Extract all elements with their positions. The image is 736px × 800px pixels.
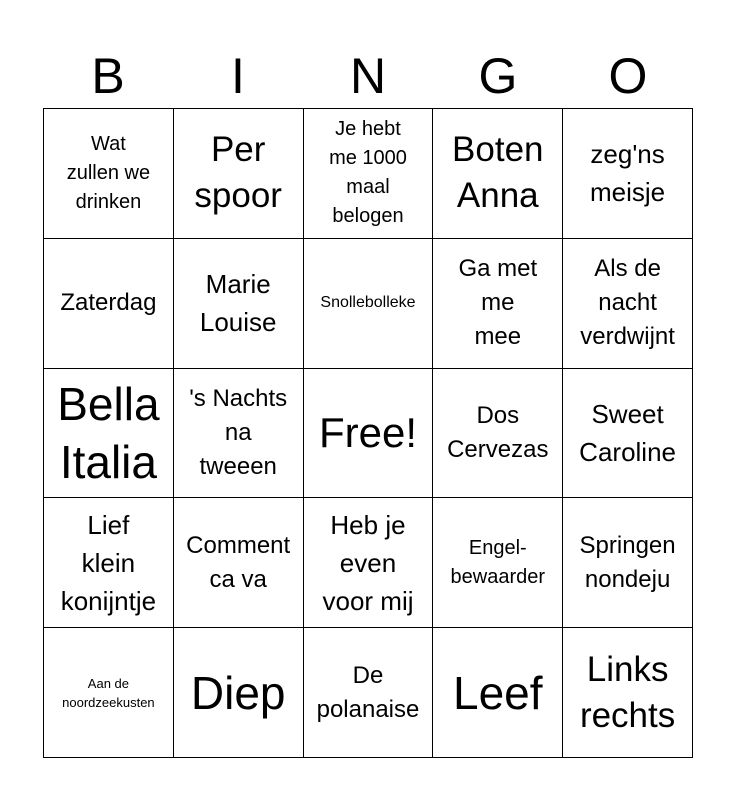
bingo-cell-r5-c1[interactable] (44, 628, 174, 758)
cell-text: Springen nondeju (579, 531, 676, 593)
cell-text: Wat zullen we drinken (66, 132, 151, 213)
bingo-cell-r2-c4[interactable] (433, 239, 563, 369)
cell-text: Als de nacht verdwijnt (580, 255, 675, 351)
bingo-cell-r1-c1[interactable] (44, 109, 174, 239)
bingo-cell-r2-c1[interactable] (44, 239, 174, 369)
bingo-cell-r1-c2[interactable] (174, 109, 304, 239)
bingo-cell-r4-c5[interactable] (563, 498, 693, 628)
bingo-cell-r4-c4[interactable] (433, 498, 563, 628)
bingo-cell-r1-c4[interactable] (433, 109, 563, 239)
bingo-cell-r3-c4[interactable] (433, 369, 563, 499)
bingo-cell-r3-c1[interactable] (44, 369, 174, 499)
bingo-cell-r3-c3[interactable] (304, 369, 434, 499)
bingo-cell-r2-c2[interactable] (174, 239, 304, 369)
bingo-header (43, 44, 693, 108)
cell-text: Ga met me mee (458, 255, 538, 351)
bingo-cell-r5-c2[interactable] (174, 628, 304, 758)
bingo-grid (43, 108, 693, 758)
cell-text: Per spoor (194, 130, 282, 216)
cell-text: De polanaise (316, 661, 420, 723)
bingo-cell-r5-c3[interactable] (304, 628, 434, 758)
cell-text: Dos Cervezas (447, 401, 549, 463)
cell-text: Boten Anna (452, 130, 544, 216)
header-letter-g: G (478, 48, 518, 104)
bingo-cell-r4-c3[interactable] (304, 498, 434, 628)
cell-text: Lief klein konijntje (60, 509, 157, 616)
header-letter-n: N (349, 48, 387, 104)
cell-text: Heb je even voor mij (322, 509, 414, 616)
header-letter-i: I (231, 48, 245, 104)
cell-text: 's Nachts na tweeen (189, 384, 288, 480)
bingo-cell-r2-c3[interactable] (304, 239, 434, 369)
cell-text: Leef (453, 666, 543, 719)
bingo-cell-r4-c2[interactable] (174, 498, 304, 628)
free-space: Free! (318, 408, 417, 456)
cell-text: Snollebolleke (320, 294, 416, 312)
cell-text: Bella Italia (57, 377, 160, 488)
bingo-cell-r1-c5[interactable] (563, 109, 693, 239)
cell-text: Engel- bewaarder (450, 536, 546, 588)
cell-text: Zaterdag (60, 289, 157, 317)
header-letter-o: O (608, 48, 648, 104)
bingo-cell-r4-c1[interactable] (44, 498, 174, 628)
bingo-cell-r1-c3[interactable] (304, 109, 434, 239)
cell-text: Aan de noordzeekusten (62, 675, 155, 710)
cell-text: Sweet Caroline (579, 398, 676, 467)
bingo-cell-r3-c2[interactable] (174, 369, 304, 499)
header-letter-b: B (91, 48, 125, 104)
bingo-cell-r3-c5[interactable] (563, 369, 693, 499)
cell-text: Comment ca va (186, 531, 291, 593)
bingo-cell-r5-c4[interactable] (433, 628, 563, 758)
cell-text: Marie Louise (199, 269, 277, 338)
cell-text: Diep (190, 666, 286, 719)
bingo-cell-r2-c5[interactable] (563, 239, 693, 369)
cell-text: zeg'ns meisje (590, 139, 666, 208)
cell-text: Links rechts (579, 649, 676, 735)
bingo-cell-r5-c5[interactable] (563, 628, 693, 758)
cell-text: Je hebt me 1000 maal belogen (329, 118, 407, 228)
